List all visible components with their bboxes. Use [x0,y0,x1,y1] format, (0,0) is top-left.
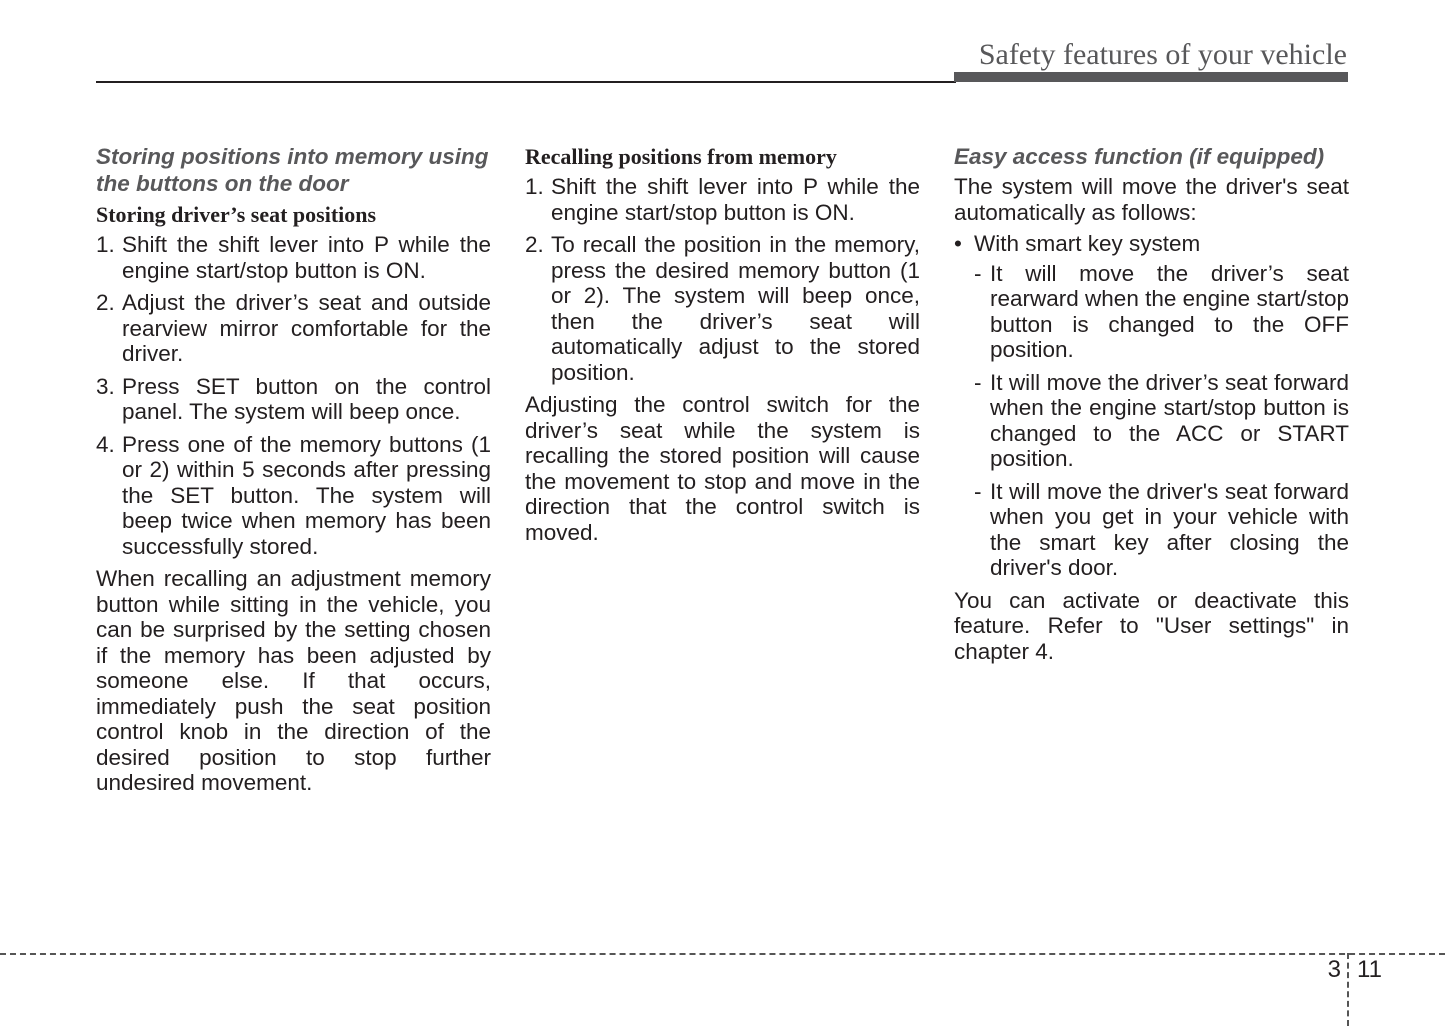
step-number: 1. [96,232,115,257]
intro-paragraph: The system will move the driver's seat automatically as follows: [954,174,1349,225]
heading-recalling: Recalling positions from memory [525,144,837,169]
step-text: To recall the position in the memory, press the desired memory button (1 or 2). The system will beep once, then the driver’s seat will automatically adjust to the stored position. [551,232,920,385]
list-item [525,174,920,225]
step-text: Shift the shift lever into P while the engine start/stop button is ON. [551,174,920,225]
dash-icon: - [974,478,982,504]
column-recalling [525,143,920,551]
list-item [96,374,491,425]
step-number: 2. [525,232,544,257]
section-title: Safety features of your vehicle [978,38,1347,71]
dash-item [974,479,1349,581]
note-paragraph: Adjusting the control switch for the driver’s seat while the system is recalling the stored position will cause the movement to stop and move in the direction that the control switch is moved. [525,392,920,545]
heading-easy-access: Easy access function (if equipped) [954,144,1325,169]
settings-paragraph: You can activate or deactivate this feature. Refer to "User settings" in chapter 4. [954,587,1349,664]
bullet-text: With smart key system [974,231,1201,256]
dash-text: It will move the driver's seat forward when you get in your vehicle with the smart key after closing the driver's door. [990,478,1349,580]
dash-item [974,261,1349,363]
list-item [96,232,491,283]
header-rule [96,81,956,83]
column-storing [96,143,491,802]
bullet-icon: • [954,231,962,256]
page-number: 11 [1357,956,1382,983]
step-number: 1. [525,174,544,199]
caution-paragraph: When recalling an adjustment memory button while sitting in the vehicle, you can be surprised by the setting chosen if the memory has been adjusted by someone else. If that occurs, immediately push the seat position control knob in the direction of the desired position to stop further undesired movement. [96,566,491,795]
dash-text: It will move the driver’s seat forward when the engine start/stop button is changed to the ACC or START position. [990,369,1349,471]
list-item [525,232,920,385]
heading-storing: Storing positions into memory using the buttons on the door [96,144,489,196]
step-text: Press one of the memory buttons (1 or 2) within 5 seconds after pressing the SET button. The system will beep twice when memory has been successfully stored. [122,431,491,559]
dash-icon: - [974,260,982,286]
dash-icon: - [974,369,982,395]
step-number: 3. [96,373,115,399]
list-item [96,290,491,367]
dash-item [974,370,1349,472]
subheading-driver-seat: Storing driver’s seat positions [96,202,377,227]
dash-text: It will move the driver’s seat rearward when the engine start/stop button is changed to the OFF position. [990,260,1349,362]
step-text: Press SET button on the control panel. The system will beep once. [122,373,491,424]
step-number: 4. [96,431,115,457]
column-easy-access [954,143,1349,670]
header-bar [954,72,1348,82]
step-number: 2. [96,290,115,315]
bullet-item [954,231,1349,257]
step-text: Shift the shift lever into P while the engine start/stop button is ON. [122,232,491,283]
chapter-number: 3 [1327,956,1341,983]
step-text: Adjust the driver’s seat and outside rearview mirror comfortable for the driver. [122,290,491,366]
footer-dashed-divider [1347,953,1349,1026]
footer-dashed-rule [0,953,1445,955]
list-item [96,432,491,560]
